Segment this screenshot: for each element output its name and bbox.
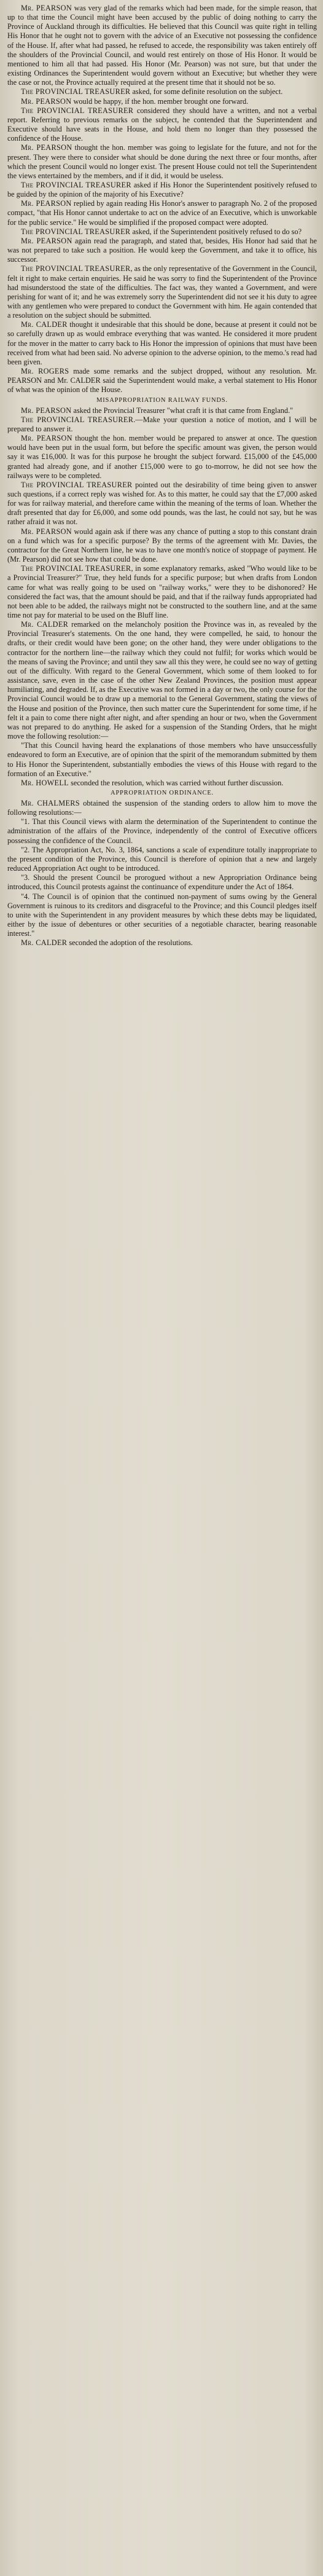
- debate-section-appropriation: [7, 799, 317, 948]
- paragraph-text: "2. The Appropriation Act, No. 3, 1864, sanctions a scale of expenditure totally inappropriate to the present condition of the Province, this Council is therefore of opinion that a new and largely reduced Appropriation Act ought to be introduced.: [7, 845, 317, 873]
- speaker-name: Mr. CALDER: [21, 320, 68, 329]
- paragraph: [7, 481, 317, 527]
- speaker-name: The PROVINCIAL TREASURER: [21, 87, 131, 96]
- paragraph: [7, 181, 317, 199]
- paragraph: [7, 846, 317, 873]
- paragraph: [7, 143, 317, 181]
- speaker-name: Mr. PEARSON: [21, 4, 72, 12]
- paragraph: [7, 87, 317, 96]
- paragraph: [7, 892, 317, 939]
- paragraph-text: obtained the suspension of the standing orders to allow him to move the following resolutions:—: [7, 798, 317, 817]
- paragraph-text: .—Make your question a notice of motion, and I will be prepared to answer it.: [7, 415, 317, 433]
- speaker-name: The PROVINCIAL TREASURER: [21, 480, 133, 489]
- paragraph-text: "That this Council having heard the explanations of those members who have unsuccessfully endeavored to form an Executive, are of opinion that the spirit of the memorandum submitted by them to His Honor the Superintendent, substantially embodies the views of this House with regard to the formation of an Executive.": [7, 741, 317, 778]
- paragraph: [7, 564, 317, 620]
- paragraph-text: remarked on the melancholy position the Province was in, as revealed by the Provincial Treasurer's statements. On the one hand, they were compelled, he said, to honour the drafts, or their credit would have been gone; on the other hand, they were under obligations to the contractor for the northern line—the railway which they could not fulfil; for works which would be the means of saving the Province; and until they saw all this they were, he could see no way of getting out of the difficulty. With regard to the General Government, which some of them looked to for assistance, save, even in the case of the other New Zealand Provinces, the position must appear humiliating, and degraded. If, as the Executive was not formed in a day or two, the only course for the Provincial Council would be to draw up a memorial to the General Government, stating the views of the House and position of the Province, then such matter cure the Superintendent for some time, if he felt it a pain to come there night after night, and after spending an hour or two, when the Government was not prepared to do anything. He asked for a suspension of the Standing Orders, that he might move the following resolution:—: [7, 620, 317, 741]
- speaker-name: Mr. PEARSON: [21, 199, 72, 208]
- paragraph-text: "1. That this Council views with alarm the determination of the Superintendent to continue the administration of the affairs of the Province, independently of the control of Executive officers possessing the confidence of the Council.: [7, 817, 317, 845]
- speaker-name: Mr. HOWELL: [21, 778, 69, 787]
- paragraph-text: pointed out the desirability of time being given to answer such questions, if a correct reply was wished for. As to this matter, he could say that the £7,000 asked for was for railway material, and therefore came within the meaning of the terms of loan. Whether the draft presented that day for £6,000, and some odd pounds, was the last, he could not say, but he was rather afraid it was not.: [7, 480, 317, 527]
- paragraph: [7, 873, 317, 892]
- paragraph-text: , as the only representative of the Government in the Council, felt it right to make certain enquiries. He said he was sorry to find the Superintendent of the Province had misunderstood the state of the difficulties. The fact was, they wanted a Government, and were perishing for want of it; and he was extremely sorry the Superintendent did not see it his duty to agree with any gentlemen who were prepared to conduct the Government with him. He again contended that a resolution on the subject should be submitted.: [7, 264, 317, 320]
- speaker-name: Mr. ROGERS: [21, 367, 69, 376]
- paragraph: [7, 106, 317, 144]
- debate-section-executive: [7, 4, 317, 395]
- speaker-name: Mr. PEARSON: [21, 236, 72, 245]
- paragraph-text: again read the paragraph, and stated that, besides, His Honor had said that he was not prepared to take such a position. He would keep the Government, and take it to office, his successor.: [7, 236, 317, 264]
- paragraph-text: asked if His Honor the Superintendent positively refused to be guided by the opinion of the majority of his Executive?: [7, 180, 317, 199]
- paragraph-text: considered they should have a written, and not a verbal report. Referring to previous remarks on the subject, he contended that the Superintendent and Executive should have seats in the House, and hold them no longer than they possessed the confidence of the House.: [7, 106, 317, 143]
- paragraph: [7, 406, 317, 415]
- speaker-name: The PROVINCIAL TREASURER: [21, 564, 131, 573]
- speaker-name: Mr. CHALMERS: [21, 798, 80, 807]
- section-heading-appropriation: APPROPRIATION ORDINANCE.: [111, 789, 214, 796]
- speaker-name: Mr. CALDER: [21, 620, 69, 629]
- paragraph: [7, 620, 317, 741]
- debate-section-railway-funds: [7, 406, 317, 788]
- speaker-name: Mr. PEARSON: [21, 527, 72, 536]
- paragraph-text: made some remarks and the subject dropped, without any resolution. Mr. PEARSON and Mr. CALDER said the Superintendent would make, a verbal statement to His Honor of what was the opinion of the House.: [7, 367, 317, 395]
- paragraph: [7, 264, 317, 320]
- paragraph: [7, 4, 317, 87]
- paragraph: [7, 779, 317, 788]
- paragraph-text: "4. The Council is of opinion that the continued non-payment of sums owing by the General Government is ruinous to its creditors and disgraceful to the Province; and this Council pledges itself to unite with the Superintendent in any provident measures by which these debts may be liquidated, either by the issue of debentures or other securities of a negotiable character, bearing reasonable interest.": [7, 892, 317, 938]
- paragraph: [7, 527, 317, 565]
- paragraph: [7, 367, 317, 395]
- paragraph: [7, 817, 317, 845]
- paragraph: [7, 199, 317, 227]
- paragraph-text: seconded the resolution, which was carried without further discussion.: [69, 778, 284, 787]
- paragraph: [7, 320, 317, 367]
- paragraph-text: asked, if the Superintendent positively refused to do so?: [130, 227, 302, 236]
- paragraph: [7, 799, 317, 817]
- paragraph-text: replied by again reading His Honor's answer to paragraph No. 2 of the proposed compact, "that His Honor cannot undertake to act on the advice of an Executive, which is unworkable for the public service." He would be simplified if the proposed compact were adopted.: [7, 199, 317, 227]
- speaker-name: Mr. PEARSON: [21, 96, 72, 106]
- speaker-name: Mr. PEARSON: [21, 406, 72, 415]
- paragraph-text: asked, for some definite resolution on the subject.: [130, 87, 283, 96]
- paragraph-text: would be happy, if the hon. member brought one forward.: [71, 96, 249, 106]
- paragraph: [7, 434, 317, 481]
- paragraph: [7, 415, 317, 434]
- speaker-name: The PROVINCIAL TREASURER: [21, 264, 131, 273]
- paragraph-text: thought the hon. member was going to legislate for the future, and not for the present. They were there to consider what should be done during the next three or four months, after which the present Council would no longer exist. The present House could not tell the Superintendent the views entertained by the members, and if it did, it would be useless.: [7, 143, 317, 180]
- speaker-name: The PROVINCIAL TREASURER: [21, 415, 134, 424]
- speaker-name: Mr. PEARSON: [21, 434, 72, 443]
- section-heading-railway-funds: MISAPPROPRIATION RAILWAY FUNDS.: [96, 396, 228, 404]
- speaker-name: The PROVINCIAL TREASURER: [21, 106, 134, 115]
- paragraph: [7, 97, 317, 106]
- speaker-name: The PROVINCIAL TREASURER: [21, 180, 131, 189]
- speaker-name: Mr. CALDER: [21, 938, 68, 948]
- paragraph-text: seconded the adoption of the resolutions.: [67, 938, 193, 948]
- paragraph-text: thought the hon. member would be prepared to answer at once. The question would have been put in the usual form, but before the specific amount was given, the person would say it was £16,000. It was for this purpose he brought the subject forward. £15,000 of the £45,000 granted had already gone, and if another £15,000 were to go to-morrow, he did not see how the railways were to be completed.: [7, 434, 317, 480]
- paragraph-text: , in some explanatory remarks, asked "Who would like to be a Provincial Treasurer?" True, they held funds for a specific purpose; but when drafts from London came for what was really going to be used on "railway works," were they to be dishonored? He considered the fact was, that the amount should be paid, and that if the railway funds appropriated had not been able to be added, the railways might not be constructed to the southern line, and at the same time not pay for material to be used on the Bluff line.: [7, 564, 317, 619]
- paragraph: [7, 741, 317, 779]
- paragraph: [7, 938, 317, 948]
- paragraph-text: would again ask if there was any chance of putting a stop to this constant drain on a fund which was for a specific purpose? By the terms of the agreement with Mr. Davies, the contractor for the Great Northern line, he was to have one month's notice of stoppage of payment. He (Mr. Pearson) did not see how that could be done.: [7, 527, 317, 564]
- paragraph: [7, 237, 317, 264]
- paragraph-text: asked the Provincial Treasurer "what craft it is that came from England.": [71, 406, 294, 415]
- paragraph-text: was very glad of the remarks which had been made, for the simple reason, that up to that time the Council might have been accused by the public of doing nothing to carry the Province of Auckland through its difficulties. He believed that this Council was quite right in telling His Honor that he ought not to govern with the advice of an Executive not possessing the confidence of the House. If, after what had passed, he refused to accede, the responsibility was taken entirely off the shoulders of the Provincial Council, and would rest entirely on those of His Honor. It would be mentioned to him all that had passed. His Honor (Mr. Pearson) was not sure, but that under the existing Ordinances the Superintendent would govern without an Executive; but whether they were the case or not, the Province actually required at the present time that it should not be so.: [7, 4, 317, 87]
- speaker-name: Mr. PEARSON: [21, 143, 72, 152]
- paragraph-text: thought it undesirable that this should be done, because at present it could not be so carefully drawn up as would embrace everything that was wanted. He considered it more prudent for the mover in the matter to carry back to His Honor the impression of opinions that must have been received from what had been said. No adverse opinion to the adverse opinion, to the memo.'s read had been given.: [7, 320, 317, 366]
- speaker-name: The PROVINCIAL TREASURER: [21, 227, 131, 236]
- paragraph: [7, 227, 317, 237]
- paragraph-text: "3. Should the present Council be prorogued without a new Appropriation Ordinance being introduced, this Council protests against the continuance of expenditure under the Act of 1864.: [7, 873, 317, 892]
